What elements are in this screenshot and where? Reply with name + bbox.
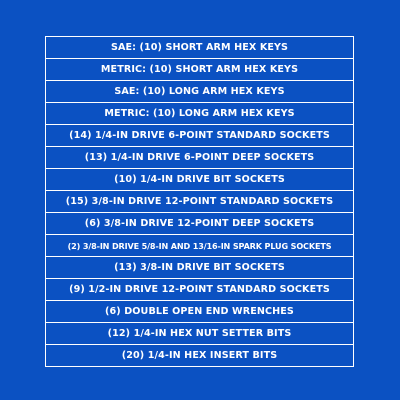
table-row: (13) 1/4-IN DRIVE 6-POINT DEEP SOCKETS [46, 147, 353, 169]
table-row: (20) 1/4-IN HEX INSERT BITS [121, 350, 278, 361]
table-row: (13) 3/8-IN DRIVE BIT SOCKETS [46, 257, 353, 279]
table-row: (9) 1/2-IN DRIVE 12-POINT STANDARD SOCKETS [46, 279, 353, 301]
table-row: (10) 1/4-IN DRIVE BIT SOCKETS [46, 169, 353, 191]
table-row: (2) 3/8-IN DRIVE 5/8-IN AND 13/16-IN SPARK PLUG SOCKETS [46, 235, 353, 257]
table-row: (6) 3/8-IN DRIVE 12-POINT DEEP SOCKETS [46, 213, 353, 235]
table-row: METRIC: (10) SHORT ARM HEX KEYS [46, 59, 353, 81]
table-row: (6) DOUBLE OPEN END WRENCHES [46, 301, 353, 323]
table-row: METRIC: (10) LONG ARM HEX KEYS [46, 103, 353, 125]
table-row: SAE: (10) SHORT ARM HEX KEYS [46, 37, 353, 59]
kit-contents-table [45, 36, 354, 367]
table-row: (12) 1/4-IN HEX NUT SETTER BITS [46, 323, 353, 345]
table-row: SAE: (10) LONG ARM HEX KEYS [46, 81, 353, 103]
table-row: (15) 3/8-IN DRIVE 12-POINT STANDARD SOCKETS [46, 191, 353, 213]
table-row: (14) 1/4-IN DRIVE 6-POINT STANDARD SOCKETS [46, 125, 353, 147]
